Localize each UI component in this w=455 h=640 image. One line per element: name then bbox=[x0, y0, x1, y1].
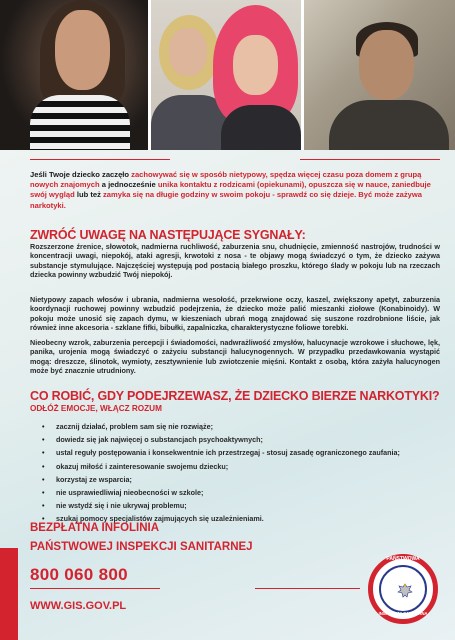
intro-paragraph bbox=[30, 170, 440, 211]
list-item: • nie usprawiedliwiaj nieobecności w szkole; bbox=[42, 486, 432, 499]
photo-mother-and-pink-haired-daughter bbox=[151, 0, 301, 150]
inspectorate-seal-logo bbox=[368, 554, 438, 624]
intro-highlight: unika kontaktu z rodzicami (opiekunami), opuszcza się w nauce, zaniedbuje swój wygląd bbox=[30, 180, 431, 200]
intro-highlight: zamyka się na długie godziny w swoim pokoju - sprawdź co się dzieje. Być może zażywa narkotyki. bbox=[30, 190, 423, 210]
divider bbox=[255, 588, 360, 589]
list-item: • korzystaj ze wsparcia; bbox=[42, 473, 432, 486]
divider bbox=[300, 159, 440, 160]
list-item: • zacznij działać, problem sam się nie rozwiąże; bbox=[42, 420, 432, 433]
intro-highlight: zachowywać się w sposób nietypowy, spędza więcej czasu poza domem z grupą nowych znajomych bbox=[30, 170, 422, 190]
actions-heading: CO ROBIĆ, GDY PODEJRZEWASZ, ŻE DZIECKO BIERZE NARKOTYKI? bbox=[30, 389, 440, 403]
red-accent-bar bbox=[0, 548, 18, 640]
list-item: • ustal reguły postępowania i konsekwentnie ich przestrzegaj - stosuj zasadę ograniczonego zaufania; bbox=[42, 446, 432, 459]
seal-text-top: PAŃSTWOWA bbox=[386, 556, 420, 562]
intro-text: a jednocześnie bbox=[99, 180, 158, 190]
signs-paragraph-stimulants: Rozszerzone źrenice, słowotok, nadmierna ruchliwość, zaburzenia snu, chudnięcie, zmienność nastrojów, trudności w koncentracji uwagi, niepokój, ataki agresji, krwotoki z nosa - te objawy mogą świadczyć o tym, że dziecko zażywa substancje stymulujące. Najczęściej występują pod postacią białego proszku, którego ślady w pokoju lub na rzeczach dziecka powinny wzbudzić Twój niepokój. bbox=[30, 242, 440, 280]
infoline-phone-number[interactable]: 800 060 800 bbox=[30, 565, 128, 584]
infoline-title: BEZPŁATNA INFOLINIA bbox=[30, 522, 160, 534]
actions-subheading: ODŁÓŻ EMOCJE, WŁĄCZ ROZUM bbox=[30, 404, 162, 413]
photo-girl-striped-shirt bbox=[0, 0, 148, 150]
photo-young-man-against-wall bbox=[304, 0, 455, 150]
divider bbox=[30, 588, 160, 589]
list-item: • szukaj pomocy specjalistów zajmujących się uzależnieniami. bbox=[42, 512, 432, 525]
signs-paragraph-hallucinogens: Nieobecny wzrok, zaburzenia percepcji i świadomości, nadwrażliwość zmysłów, halucynacje wzrokowe i słuchowe, lęk, panika, urojenia mogą świadczyć o zażyciu substancji halucynogennych. W przypadku przedawkowania wystąpić mogą: dreszcze, ślinotok, wymioty, zesztywnienie lub zwiotczenie mięśni. Kontakt z osobą, która zażyła halucynogen może być znacznie utrudniony. bbox=[30, 338, 440, 376]
eagle-icon bbox=[395, 581, 415, 601]
seal-text-bottom: INSPEKCJA SANITARNA bbox=[378, 611, 428, 616]
website-link[interactable]: WWW.GIS.GOV.PL bbox=[30, 600, 127, 612]
list-item: • nie wstydź się i nie ukrywaj problemu; bbox=[42, 499, 432, 512]
seal-inner-ring bbox=[379, 565, 427, 613]
actions-list bbox=[42, 420, 432, 526]
divider bbox=[30, 159, 170, 160]
intro-text: lub też bbox=[74, 190, 103, 200]
intro-text: Jeśli Twoje dziecko zaczęło bbox=[30, 170, 132, 179]
infoline-organization: PAŃSTWOWEJ INSPEKCJI SANITARNEJ bbox=[30, 541, 253, 553]
signs-paragraph-cannabinoids: Nietypowy zapach włosów i ubrania, nadmierna wesołość, przekrwione oczy, kaszel, zwiększony apetyt, zaburzenia koordynacji ruchowej powinny wzbudzić podejrzenia, że dziecko może palić mieszanki ziołowe (Konabinoidy). W pokoju może unosić się zapach dymu, w kieszeniach ubrań mogą znajdować się suszone rozdrobnione liście, jak również inne akcesoria - szklane fifki, bibułki, zapalniczka, charakterystyczne foliowe torebki. bbox=[30, 295, 440, 333]
list-item: • dowiedz się jak najwięcej o substancjach psychoaktywnych; bbox=[42, 433, 432, 446]
signs-heading: ZWRÓĆ UWAGĘ NA NASTĘPUJĄCE SYGNAŁY: bbox=[30, 228, 306, 242]
list-item: • okazuj miłość i zainteresowanie swojemu dziecku; bbox=[42, 460, 432, 473]
photo-strip bbox=[0, 0, 455, 150]
